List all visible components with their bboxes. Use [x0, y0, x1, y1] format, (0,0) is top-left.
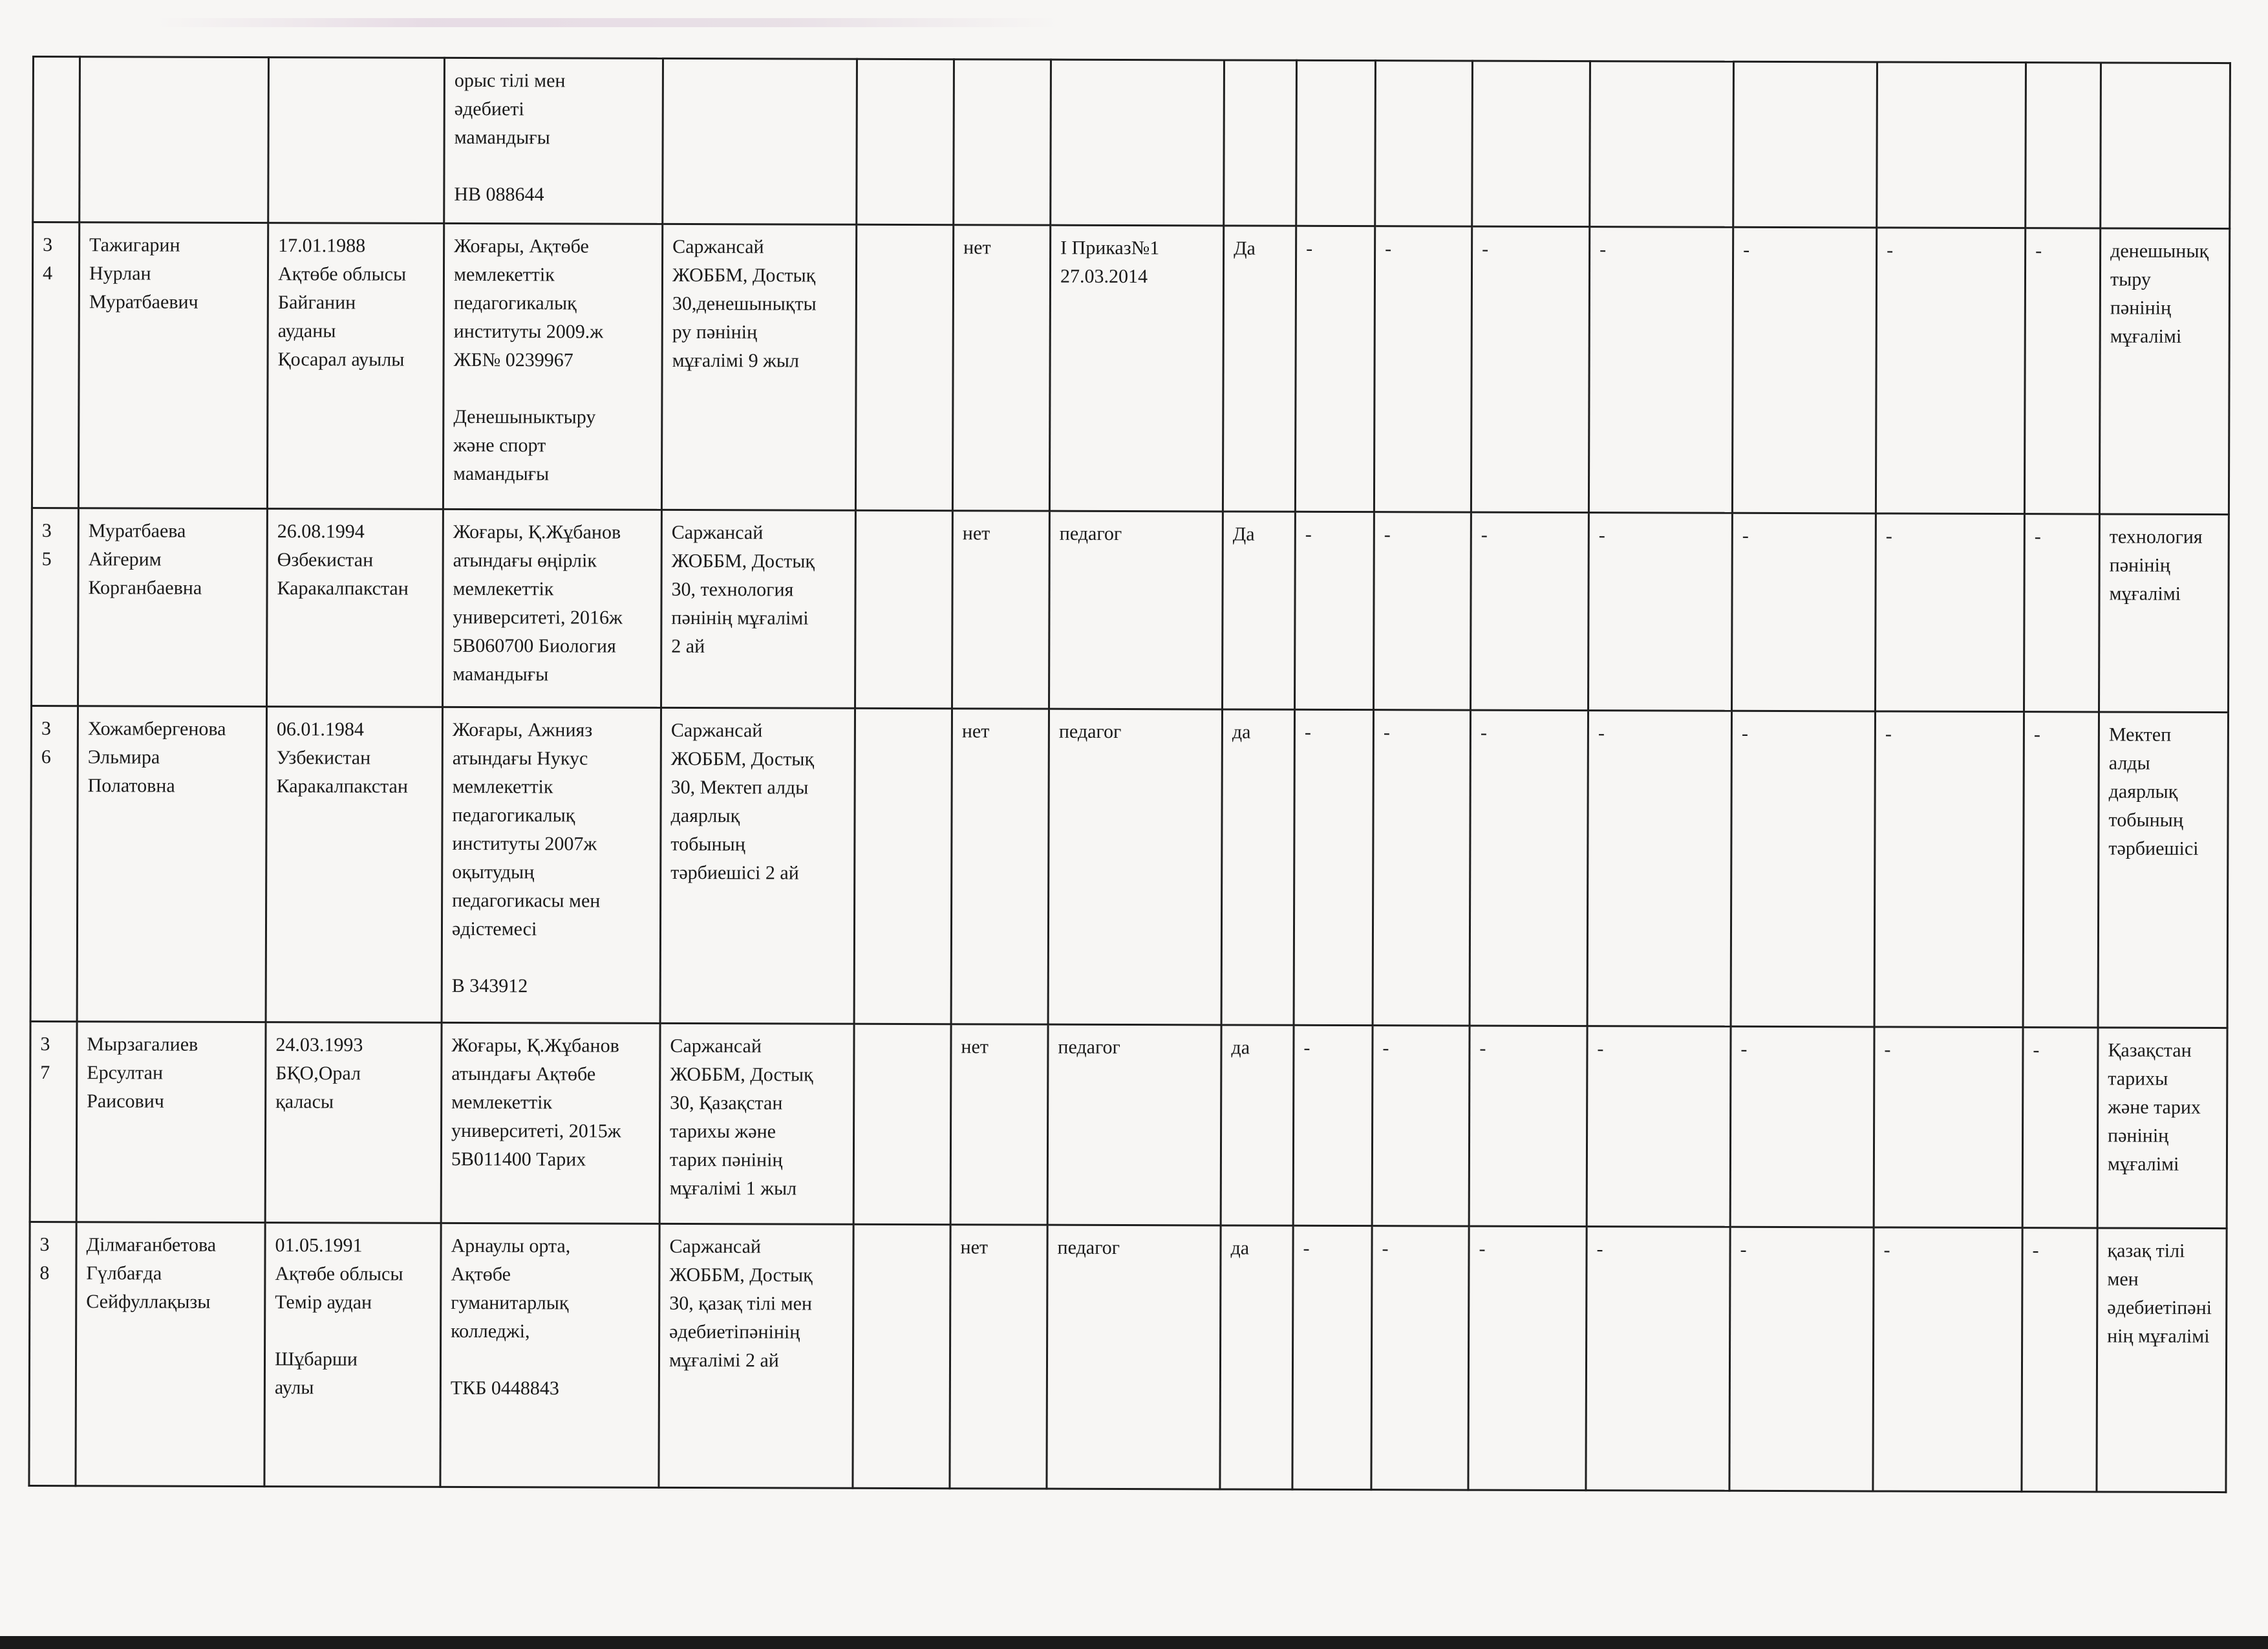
col-16: -	[2024, 514, 2100, 712]
col-11: -	[1371, 1226, 1469, 1490]
col-9: Да	[1223, 512, 1296, 709]
col-15: -	[1876, 513, 2025, 712]
col-12: -	[1471, 512, 1589, 711]
col-8: педагог	[1048, 709, 1222, 1025]
table-row	[32, 222, 2229, 515]
position: қазақ тілі мен әдебиетіпәні нің мұғалімі	[2097, 1228, 2227, 1493]
col-14: -	[1729, 1227, 1874, 1491]
birth-info: 24.03.1993 БҚО,Орал қаласы	[265, 1022, 442, 1223]
col-16: -	[2022, 1028, 2098, 1228]
col-8	[1051, 59, 1225, 226]
col-9: да	[1221, 1025, 1294, 1225]
col-7: нет	[950, 1225, 1047, 1489]
birth-info: 26.08.1994 Өзбекистан Каракалпакстан	[267, 509, 444, 707]
col-8: педагог	[1047, 1225, 1221, 1489]
col-8: педагог	[1047, 1024, 1221, 1225]
position: Мектеп алды даярлық тобының тәрбиешісі	[2098, 712, 2228, 1028]
table-row	[33, 57, 2231, 229]
col-10	[1296, 60, 1376, 226]
col-13: -	[1589, 227, 1733, 513]
col-13	[1590, 61, 1734, 228]
col-16: -	[2023, 712, 2099, 1028]
full-name	[80, 57, 269, 223]
row-number: 3 7	[30, 1021, 77, 1222]
col-15: -	[1874, 1027, 2023, 1228]
col-10: -	[1292, 1225, 1372, 1489]
col-13: -	[1587, 1026, 1731, 1227]
education: Жоғары, Қ.Жұбанов атындағы Ақтөбе мемлекеттік университеті, 2015ж 5В011400 Тарих	[441, 1022, 660, 1223]
col-14: -	[1731, 711, 1875, 1027]
col-7	[954, 59, 1051, 225]
position: технология пәнінің мұғалімі	[2099, 514, 2229, 713]
education: орыс тілі мен әдебиеті мамандығы НВ 088644	[444, 58, 663, 224]
col-10: -	[1295, 226, 1375, 512]
col-9: да	[1221, 709, 1294, 1025]
col-6	[855, 510, 953, 708]
col-11: -	[1374, 512, 1471, 710]
col-8: педагог	[1049, 511, 1223, 709]
col-14: -	[1732, 227, 1876, 513]
row-number: 3 6	[30, 706, 78, 1022]
col-10: -	[1294, 709, 1373, 1025]
col-9: Да	[1223, 226, 1296, 512]
col-10: -	[1293, 1025, 1373, 1225]
col-15: -	[1874, 711, 2024, 1028]
scan-smudge	[155, 18, 1060, 27]
workplace: Саржансай ЖОББМ, Достық 30,денешынықты ру пәнінің мұғалімі 9 жыл	[661, 224, 856, 510]
education: Жоғары, Қ.Жұбанов атындағы өңірлік мемлекеттік университеті, 2016ж 5В060700 Биология мамандығы	[443, 509, 662, 707]
position: Қазақстан тарихы және тарих пәнінің мұғалімі	[2097, 1028, 2227, 1229]
col-11: -	[1372, 1026, 1470, 1226]
col-12: -	[1471, 226, 1589, 513]
table-row	[30, 706, 2228, 1028]
scan-bottom-edge	[0, 1636, 2268, 1649]
full-name: Муратбаева Айгерим Корганбаевна	[78, 508, 268, 707]
col-6	[854, 708, 952, 1024]
col-14: -	[1732, 513, 1876, 711]
education: Арнаулы орта, Ақтөбе гуманитарлық колледжі, ТКБ 0448843	[440, 1223, 659, 1487]
row-number: 3 8	[29, 1222, 76, 1485]
table-row	[32, 508, 2229, 713]
col-15: -	[1876, 228, 2025, 514]
birth-info: 01.05.1991 Ақтөбе облысы Темір аудан Шұбарши аулы	[264, 1223, 441, 1487]
col-7: нет	[950, 1024, 1048, 1225]
col-13: -	[1587, 711, 1731, 1027]
birth-info: 17.01.1988 Ақтөбе облысы Байганин ауданы Қосарал ауылы	[267, 223, 444, 510]
col-11	[1375, 61, 1473, 226]
education: Жоғары, Ақтөбе мемлекеттік педагогикалық институты 2009.ж ЖБ№ 0239967 Денешыныктыру және спорт мамандығы	[443, 223, 662, 510]
row-number	[33, 57, 80, 222]
col-6	[855, 224, 953, 510]
workplace: Саржансай ЖОББМ, Достық 30, қазақ тілі мен әдебиетіпәнінің мұғалімі 2 ай	[659, 1223, 853, 1488]
col-7: нет	[952, 511, 1050, 709]
col-12	[1472, 61, 1590, 227]
col-13: -	[1586, 1227, 1730, 1491]
col-7: нет	[952, 225, 1050, 511]
col-6	[857, 59, 954, 224]
workplace: Саржансай ЖОББМ, Достық 30, Мектеп алды даярлық тобының тәрбиешісі 2 ай	[660, 707, 855, 1024]
col-7: нет	[951, 709, 1049, 1024]
col-8: I Приказ№1 27.03.2014	[1049, 225, 1223, 512]
col-11: -	[1373, 710, 1470, 1026]
position	[2101, 63, 2231, 229]
col-6	[853, 1024, 951, 1224]
col-6	[853, 1224, 950, 1488]
staff-table	[28, 56, 2231, 1493]
table-row	[30, 1021, 2227, 1228]
row-number: 3 4	[32, 222, 79, 508]
col-14	[1733, 61, 1878, 228]
col-11: -	[1374, 226, 1471, 512]
col-15: -	[1873, 1227, 2022, 1492]
col-13: -	[1589, 513, 1733, 711]
col-16: -	[2022, 1228, 2097, 1492]
col-16	[2026, 63, 2101, 228]
col-9: да	[1220, 1225, 1293, 1489]
workplace	[663, 58, 857, 224]
col-9	[1224, 60, 1297, 226]
birth-info	[268, 58, 445, 224]
birth-info: 06.01.1984 Узбекистан Каракалпакстан	[266, 707, 442, 1023]
workplace: Саржансай ЖОББМ, Достық 30, Қазақстан тарихы және тарих пәнінің мұғалімі 1 жыл	[659, 1023, 854, 1224]
full-name: Ділмағанбетова Гүлбағда Сейфуллақызы	[76, 1222, 265, 1487]
col-12: -	[1468, 1226, 1587, 1491]
full-name: Хожамбергенова Эльмира Полатовна	[77, 706, 266, 1022]
col-10: -	[1295, 512, 1375, 709]
full-name: Мырзагалиев Ерсултан Раисович	[76, 1022, 266, 1223]
col-12: -	[1470, 710, 1588, 1026]
col-16: -	[2024, 228, 2100, 514]
education: Жоғары, Ажнияз атындағы Нукус мемлекеттік педагогикалық институты 2007ж оқытудың педагогикасы мен әдістемесі В 343912	[442, 707, 661, 1023]
col-14: -	[1730, 1026, 1874, 1227]
workplace: Саржансай ЖОББМ, Достық 30, технология пәнінің мұғалімі 2 ай	[661, 510, 856, 708]
table-row	[29, 1222, 2227, 1492]
col-12: -	[1469, 1026, 1587, 1227]
position: денешынық тыру пәнінің мұғалімі	[2099, 228, 2229, 515]
full-name: Тажигарин Нурлан Муратбаевич	[78, 222, 268, 509]
col-15	[1877, 62, 2026, 228]
row-number: 3 5	[32, 508, 79, 706]
